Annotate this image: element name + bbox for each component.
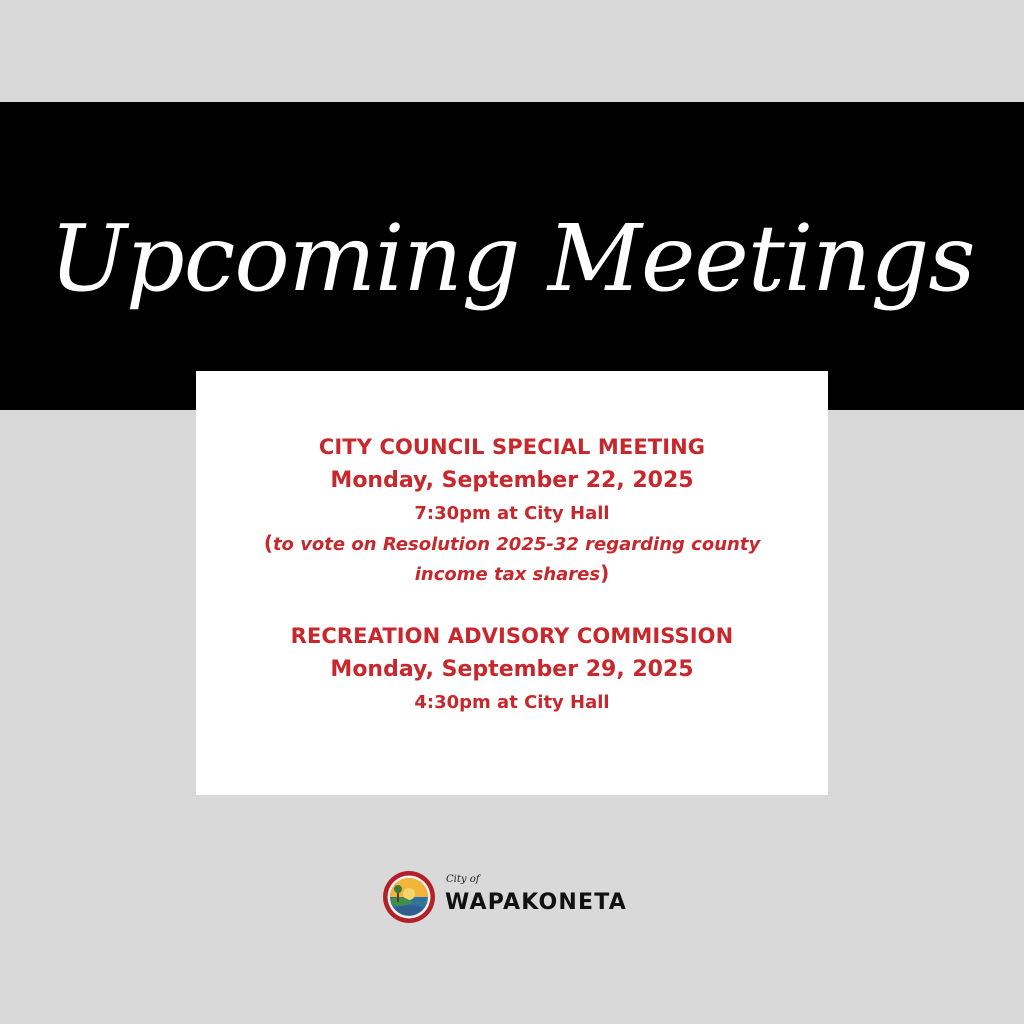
title-container: [0, 170, 1024, 360]
meeting-name: RECREATION ADVISORY COMMISSION: [290, 624, 734, 648]
meeting-name: CITY COUNCIL SPECIAL MEETING: [318, 435, 706, 459]
city-seal-icon: [382, 870, 436, 924]
meeting-time: 4:30pm at City Hall: [414, 692, 610, 713]
meeting-time: 7:30pm at City Hall: [414, 503, 610, 524]
note-text: to vote on Resolution 2025-32 regarding county income tax shares: [272, 534, 761, 585]
note-open-paren: (: [263, 531, 273, 555]
meeting-date: Monday, September 29, 2025: [330, 657, 694, 682]
page-title: Upcoming Meetings: [49, 205, 975, 312]
city-logo: [382, 869, 665, 925]
meeting-date: Monday, September 22, 2025: [330, 468, 694, 493]
note-close-paren: ): [600, 561, 610, 585]
logo-text: [445, 869, 665, 925]
logo-prefix: City of: [446, 874, 480, 885]
meeting-note: [196, 529, 828, 589]
logo-city-name: WAPAKONETA: [445, 890, 627, 915]
meetings-card: [196, 371, 828, 795]
meeting-item: [196, 619, 828, 718]
title-script: [0, 170, 1024, 360]
meeting-item: [196, 430, 828, 589]
